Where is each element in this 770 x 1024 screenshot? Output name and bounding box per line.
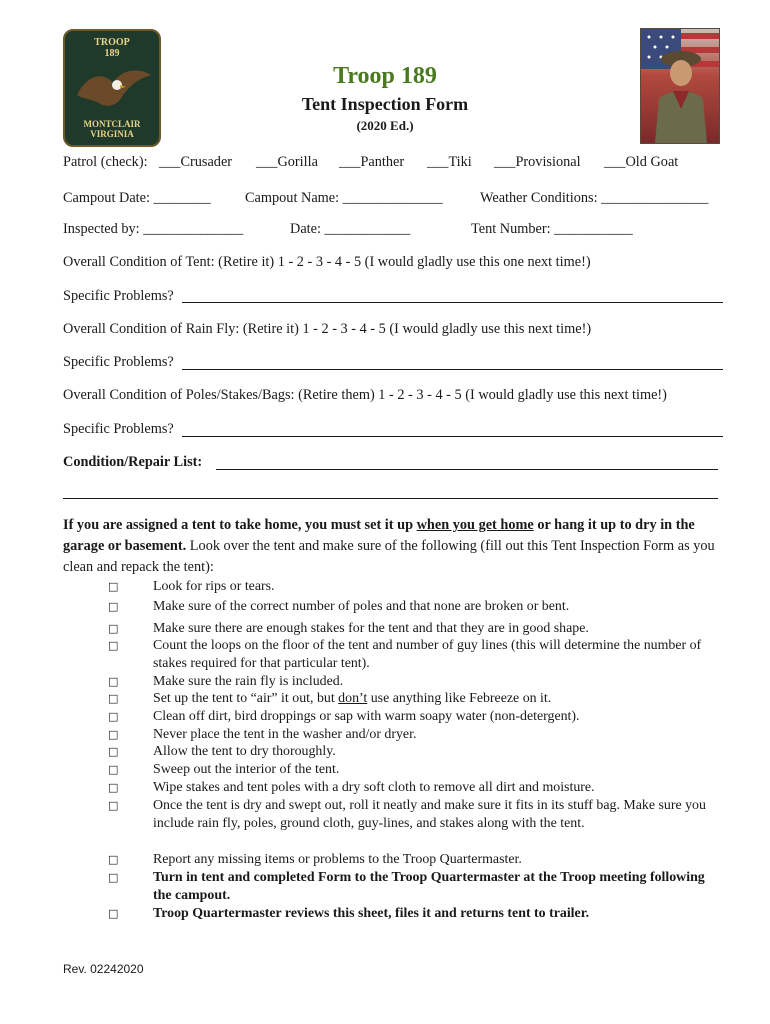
patrol-option-crusader[interactable]: ___Crusader (159, 154, 233, 170)
specific-problems-label: Specific Problems? (63, 421, 174, 437)
revision-label: Rev. 02242020 (63, 962, 144, 976)
logo-text-bottom: MONTCLAIR VIRGINIA (83, 119, 141, 139)
patrol-option-tiki[interactable]: ___Tiki (427, 154, 472, 170)
checklist-item: Allow the tent to dry thoroughly. (153, 744, 336, 759)
patrol-option-gorilla[interactable]: ___Gorilla (256, 154, 318, 170)
instructions-lead-normal: Look over the tent and make sure of the following (fill out this Tent Inspection Form as you clean and repack the tent): (63, 538, 715, 575)
checkbox-icon[interactable]: □ (108, 745, 119, 758)
tent-number-field[interactable]: Tent Number: ___________ (471, 221, 633, 237)
checklist-item: Clean off dirt, bird droppings or sap with warm soapy water (non-detergent). (153, 709, 580, 724)
instructions-lead-1: If you are assigned a tent to take home, you must set it up (63, 517, 417, 533)
poles-condition-scale: Overall Condition of Poles/Stakes/Bags: (Retire them) 1 - 2 - 3 - 4 - 5 (I would gladly use this next time!) (63, 387, 667, 403)
campout-name-field[interactable]: Campout Name: ______________ (245, 190, 443, 206)
repair-list-line-2[interactable] (63, 498, 718, 499)
checkbox-icon[interactable]: □ (108, 675, 119, 688)
checklist-item (153, 690, 723, 708)
inspected-by-field[interactable]: Inspected by: ______________ (63, 221, 244, 237)
checklist-item-part: use anything like Febreeze on it. (367, 691, 552, 706)
checkbox-icon[interactable]: □ (108, 639, 119, 652)
tent-specific-problems-label (63, 288, 174, 305)
checklist-item: Wipe stakes and tent poles with a dry soft cloth to remove all dirt and moisture. (153, 780, 595, 795)
checklist-item: Make sure of the correct number of poles and that none are broken or bent. (153, 599, 570, 614)
checkbox-icon[interactable]: □ (108, 600, 119, 613)
rain-fly-condition-scale: Overall Condition of Rain Fly: (Retire it) 1 - 2 - 3 - 4 - 5 (I would gladly use this next time!) (63, 321, 592, 337)
logo-text-top: TROOP 189 (94, 37, 130, 59)
instructions-lead-underline: when you get home (416, 517, 534, 533)
checklist-item-part: Set up the tent to “air” it out, but (153, 691, 339, 706)
edition-label: (2020 Ed.) (356, 118, 414, 133)
checklist-item: Never place the tent in the washer and/or dryer. (153, 727, 417, 742)
checklist-item: Look for rips or tears. (153, 579, 275, 594)
checklist-item: Troop Quartermaster reviews this sheet, files it and returns tent to trailer. (153, 906, 590, 921)
checklist-item: Sweep out the interior of the tent. (153, 762, 340, 777)
poles-specific-problems-line[interactable] (182, 436, 723, 437)
rain-fly-specific-problems-label (63, 354, 174, 371)
checklist-item: Make sure there are enough stakes for the tent and that they are in good shape. (153, 621, 589, 636)
poles-specific-problems-label (63, 421, 174, 438)
patrol-option-panther[interactable]: ___Panther (339, 154, 405, 170)
checklist-item-underline: don’t (338, 691, 368, 706)
instructions-lead-2: or hang it up to dry in the garage or basement. (63, 517, 695, 554)
checkbox-icon[interactable]: □ (108, 710, 119, 723)
form-subtitle: Tent Inspection Form (301, 94, 469, 114)
checkbox-icon[interactable]: □ (108, 907, 119, 920)
rain-fly-specific-problems-line[interactable] (182, 369, 723, 370)
patrol-label: Patrol (check): (63, 154, 148, 170)
checkbox-icon[interactable]: □ (108, 692, 119, 705)
checklist-item: Count the loops on the floor of the tent and number of guy lines (this will determine the number of stakes required for that particular tent). (153, 638, 702, 671)
tent-condition-scale: Overall Condition of Tent: (Retire it) 1 - 2 - 3 - 4 - 5 (I would gladly use this one next time!) (63, 254, 591, 270)
checkbox-icon[interactable]: □ (108, 763, 119, 776)
checklist-item: Report any missing items or problems to the Troop Quartermaster. (153, 852, 522, 867)
checkbox-icon[interactable]: □ (108, 781, 119, 794)
campout-date-field[interactable]: Campout Date: ________ (63, 190, 211, 206)
checkbox-icon[interactable]: □ (108, 728, 119, 741)
checklist-item: Make sure the rain fly is included. (153, 674, 344, 689)
checkbox-icon[interactable]: □ (108, 871, 119, 884)
checkbox-icon[interactable]: □ (108, 622, 119, 635)
date-field[interactable]: Date: ____________ (290, 221, 411, 237)
specific-problems-label: Specific Problems? (63, 288, 174, 304)
repair-list-line-1[interactable] (216, 469, 718, 470)
checkbox-icon[interactable]: □ (108, 580, 119, 593)
patrol-option-provisional[interactable]: ___Provisional (494, 154, 581, 170)
patrol-option-old-goat[interactable]: ___Old Goat (604, 154, 679, 170)
weather-conditions-field[interactable]: Weather Conditions: _______________ (480, 190, 709, 206)
checkbox-icon[interactable]: □ (108, 799, 119, 812)
checkbox-icon[interactable]: □ (108, 853, 119, 866)
checklist-item: Once the tent is dry and swept out, roll it neatly and make sure it fits in its stuff bag. Make sure you include rain fly, poles, ground cloth, guy-lines, and stakes along with the tent. (153, 798, 706, 831)
specific-problems-label: Specific Problems? (63, 354, 174, 370)
tent-specific-problems-line[interactable] (182, 302, 723, 303)
page-title: Troop 189 (333, 63, 437, 89)
instructions-paragraph (63, 515, 729, 578)
checklist-item: Turn in tent and completed Form to the Troop Quartermaster at the Troop meeting following the campout. (153, 870, 705, 903)
repair-list-label: Condition/Repair List: (63, 454, 203, 470)
